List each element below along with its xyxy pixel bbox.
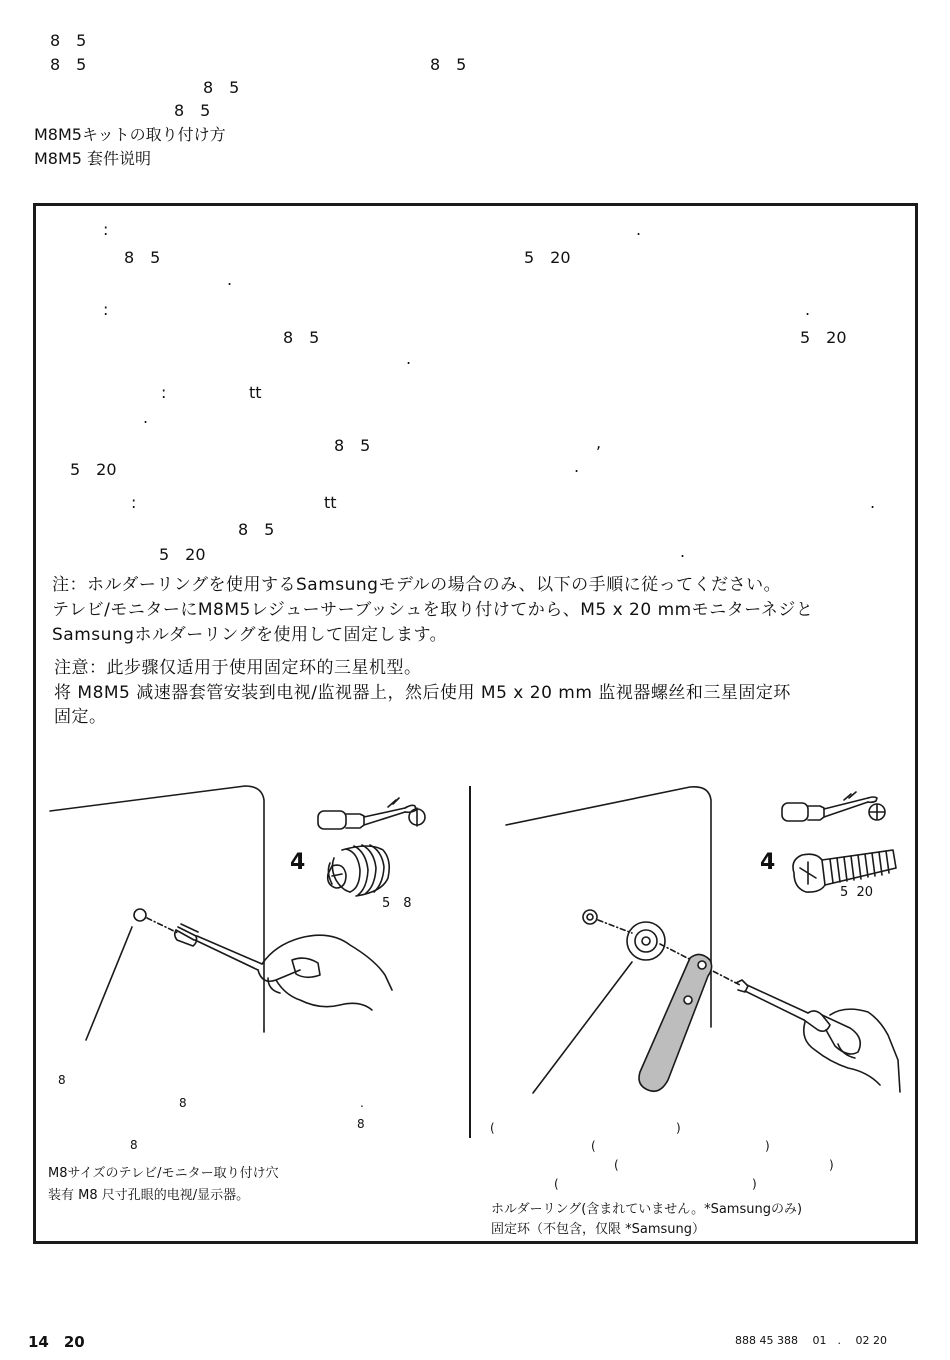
header-line-4: 8 5 bbox=[174, 101, 211, 120]
right-caption-1b: ) bbox=[676, 1121, 681, 1135]
header-title-zh: M8M5 套件说明 bbox=[34, 149, 152, 168]
note-p2-colon: : bbox=[103, 300, 109, 319]
right-caption-2b: ) bbox=[765, 1139, 770, 1153]
left-caption-zh: 装有 M8 尺寸孔眼的电视/显示器。 bbox=[48, 1188, 250, 1203]
note-p2-end: . bbox=[406, 349, 412, 368]
note-p1-colon: : bbox=[103, 220, 109, 239]
left-caption-2a: 8 bbox=[179, 1096, 187, 1110]
right-caption-4a: ( bbox=[554, 1177, 559, 1191]
note-p4-dot: . bbox=[870, 493, 876, 512]
note-p4-colon: : bbox=[131, 493, 137, 512]
right-caption-4b: ) bbox=[752, 1177, 757, 1191]
note-p3-screw: 5 20 bbox=[70, 460, 117, 479]
note-p3-size: 8 5 bbox=[334, 436, 371, 455]
header-line-1: 8 5 bbox=[50, 31, 87, 50]
document-id: 888 45 388 01 . 02 20 bbox=[735, 1334, 887, 1347]
header-line-3: 8 5 bbox=[203, 78, 240, 97]
note-ja-line-1: 注：ホルダーリングを使用するSamsungモデルの場合のみ、以下の手順に従ってください。 bbox=[52, 575, 782, 595]
header-line-2a: 8 5 bbox=[50, 55, 87, 74]
note-p4-end: . bbox=[680, 542, 686, 561]
left-quantity: 4 bbox=[290, 850, 306, 875]
note-p3-end: . bbox=[574, 457, 580, 476]
note-p2-size: 8 5 bbox=[283, 328, 320, 347]
left-caption-ja: M8サイズのテレビ/モニター取り付け穴 bbox=[48, 1166, 279, 1181]
right-caption-ja: ホルダーリング(含まれていません。*Samsungのみ) bbox=[491, 1202, 803, 1217]
note-ja-line-3: Samsungホルダーリングを使用して固定します。 bbox=[52, 625, 448, 645]
left-caption-2b: . bbox=[360, 1096, 364, 1110]
header-line-2b: 8 5 bbox=[430, 55, 467, 74]
page-number: 14 20 bbox=[28, 1333, 85, 1351]
note-p1-screw: 5 20 bbox=[524, 248, 571, 267]
header-title-ja: M8M5キットの取り付け方 bbox=[34, 125, 226, 144]
note-p1-end: . bbox=[227, 270, 233, 289]
right-screw-size: 5 20 bbox=[840, 885, 874, 900]
note-p1-size: 8 5 bbox=[124, 248, 161, 267]
note-ja-line-2: テレビ/モニターにM8M5レジューサーブッシュを取り付けてから、M5 x 20 mmモニターネジと bbox=[52, 600, 814, 620]
note-p2-dot: . bbox=[805, 300, 811, 319]
right-caption-zh: 固定环（不包含，仅限 *Samsung） bbox=[491, 1222, 706, 1237]
note-p4-tt: tt bbox=[324, 493, 337, 512]
note-p3-colon: : bbox=[161, 383, 167, 402]
note-zh-line-3: 固定。 bbox=[54, 707, 107, 727]
right-caption-1a: ( bbox=[490, 1121, 495, 1135]
left-caption-1: 8 bbox=[58, 1073, 66, 1087]
left-bushing-size: 5 8 bbox=[382, 896, 412, 911]
left-caption-4: 8 bbox=[130, 1138, 138, 1152]
right-caption-3b: ) bbox=[829, 1158, 834, 1172]
note-p3-comma: , bbox=[596, 433, 602, 452]
note-p1-dot: . bbox=[636, 220, 642, 239]
note-p3-dot: . bbox=[143, 408, 149, 427]
note-p4-screw: 5 20 bbox=[159, 545, 206, 564]
right-caption-3a: ( bbox=[614, 1158, 619, 1172]
note-p2-screw: 5 20 bbox=[800, 328, 847, 347]
note-p3-tt: tt bbox=[249, 383, 262, 402]
note-zh-line-1: 注意：此步骤仅适用于使用固定环的三星机型。 bbox=[54, 658, 422, 678]
note-zh-line-2: 将 M8M5 减速器套管安装到电视/监视器上，然后使用 M5 x 20 mm 监视器螺丝和三星固定环 bbox=[54, 683, 791, 703]
note-p4-size: 8 5 bbox=[238, 520, 275, 539]
right-quantity: 4 bbox=[760, 850, 776, 875]
left-caption-3: 8 bbox=[357, 1117, 365, 1131]
right-caption-2a: ( bbox=[591, 1139, 596, 1153]
